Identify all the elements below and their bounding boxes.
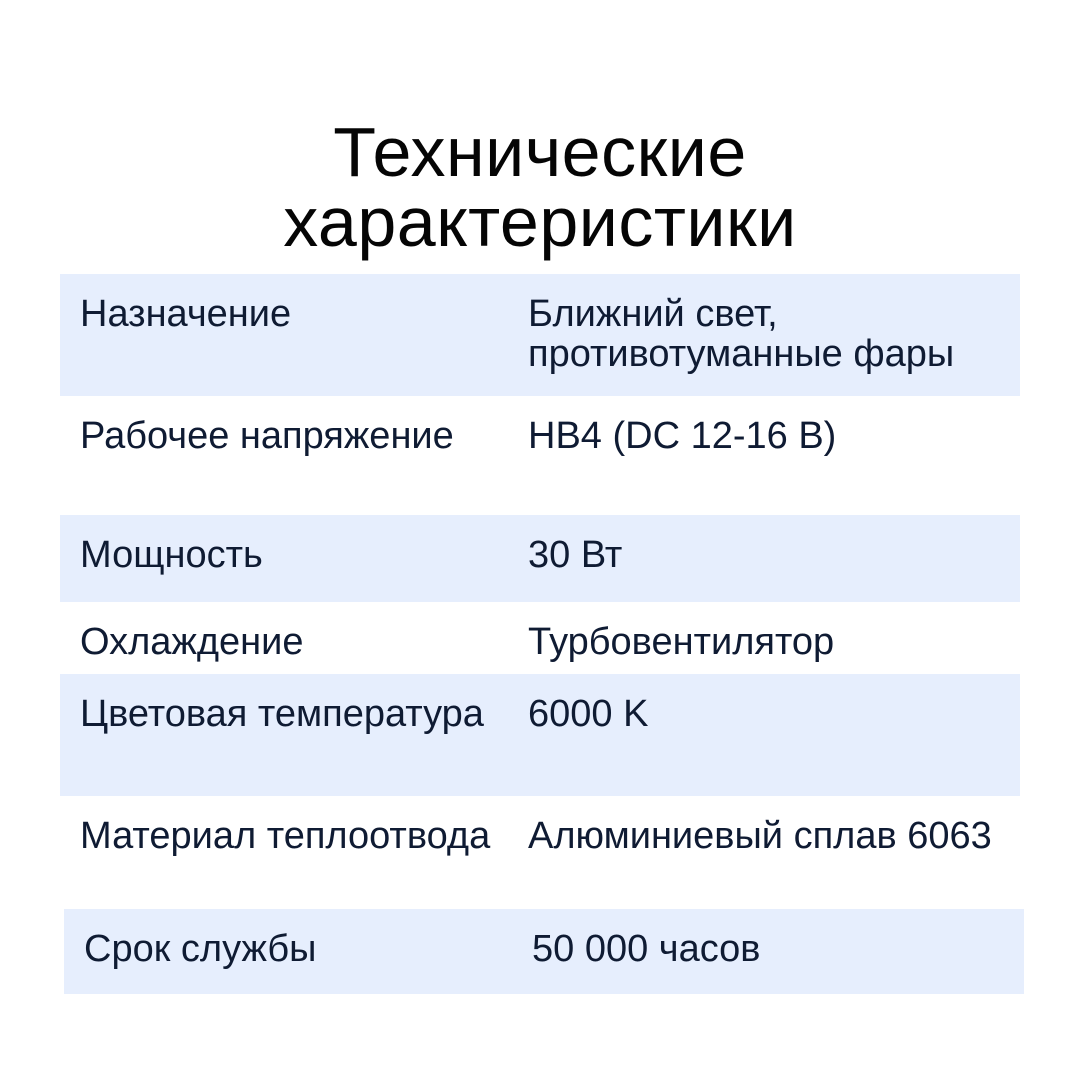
spec-row-power: [60, 515, 1020, 602]
spec-label: Материал теплоотвода: [80, 815, 491, 857]
spec-value: 6000 K: [528, 693, 649, 735]
page-title-line-1: Технические: [333, 112, 747, 191]
spec-value: Алюминиевый сплав 6063: [528, 815, 992, 857]
spec-row-service-life: [64, 909, 1024, 994]
spec-row-cooling: [60, 602, 1020, 674]
spec-row-purpose: [60, 274, 1020, 396]
spec-label: Охлаждение: [80, 621, 304, 663]
spec-label: Срок службы: [84, 928, 317, 970]
spec-value: Турбовентилятор: [528, 621, 835, 663]
specs-table: [60, 274, 1020, 994]
page-title: [0, 112, 1080, 261]
spec-label: Цветовая температура: [80, 693, 484, 735]
spec-label: Мощность: [80, 534, 263, 576]
spec-label: Назначение: [80, 293, 292, 335]
spec-value: 50 000 часов: [532, 928, 761, 970]
spec-value: 30 Вт: [528, 534, 623, 576]
spec-value: Ближний свет, противотуманные фары: [528, 293, 955, 375]
spec-value: HB4 (DC 12-16 В): [528, 415, 837, 457]
spec-row-color-temperature: [60, 674, 1020, 796]
spec-row-voltage: [60, 396, 1020, 515]
spec-label: Рабочее напряжение: [80, 415, 454, 457]
spec-row-heatsink-material: [60, 796, 1020, 909]
page-title-line-2: характеристики: [283, 182, 797, 261]
